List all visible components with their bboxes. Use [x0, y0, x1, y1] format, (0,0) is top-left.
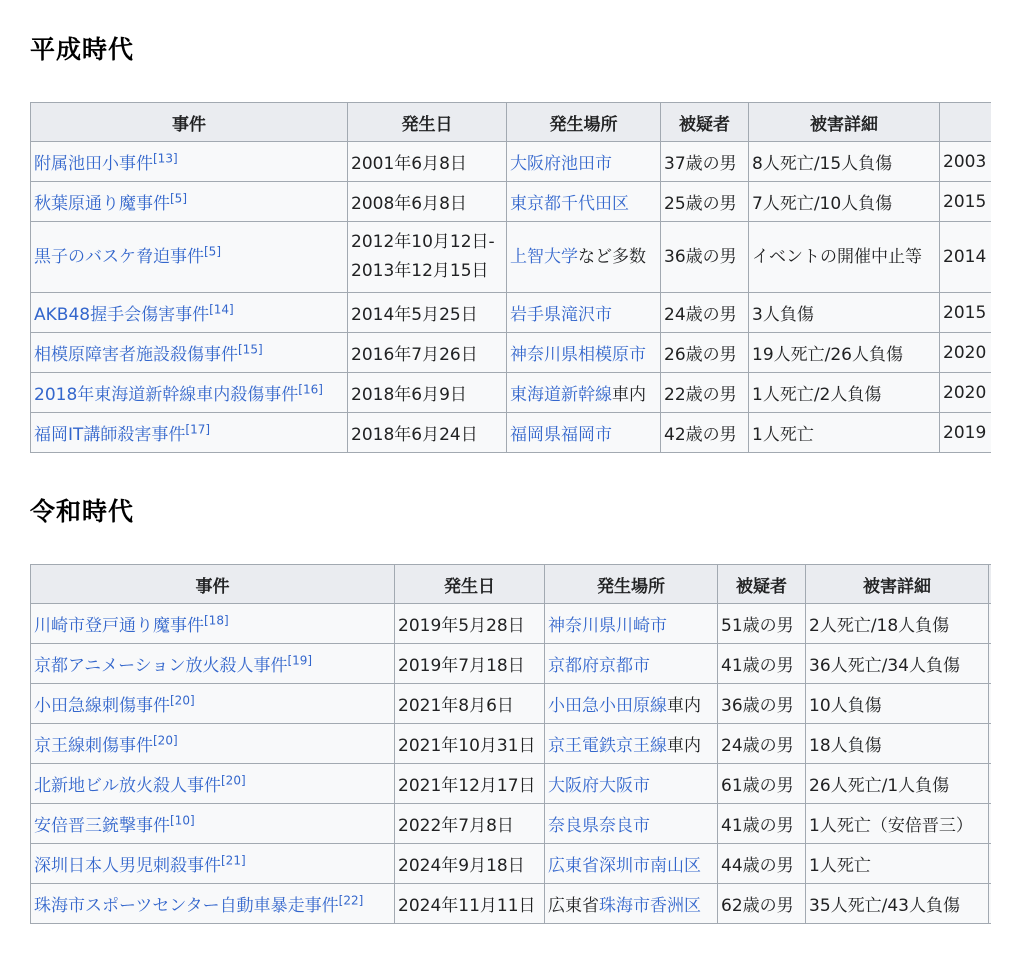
- table-row: [31, 724, 992, 764]
- reiwa-table: [30, 564, 991, 924]
- incident-cell: [31, 764, 395, 804]
- place-cell: [507, 333, 661, 373]
- suspect-cell: 24歳の男: [661, 293, 749, 333]
- incident-cell: [31, 222, 348, 293]
- place-cell: [507, 182, 661, 222]
- place-link[interactable]: 神奈川県相模原市: [510, 345, 646, 365]
- incident-link[interactable]: 2018年東海道新幹線車内殺傷事件: [34, 385, 299, 405]
- date-cell: 2016年7月26日: [348, 333, 507, 373]
- place-cell: [545, 644, 718, 684]
- date-cell: 2024年9月18日: [395, 844, 545, 884]
- date-cell: [348, 222, 507, 293]
- damage-cell: 35人死亡/43人負傷: [806, 884, 989, 924]
- damage-cell: イベントの開催中止等: [749, 222, 940, 293]
- incident-link[interactable]: 附属池田小事件: [34, 154, 153, 174]
- incident-cell: [31, 884, 395, 924]
- place-link[interactable]: 福岡県福岡市: [510, 425, 612, 445]
- table-row: [31, 142, 992, 182]
- reference-link[interactable]: [18]: [204, 613, 229, 628]
- table-row: [31, 604, 992, 644]
- place-link[interactable]: 大阪府池田市: [510, 154, 612, 174]
- place-cell: [545, 804, 718, 844]
- header-incident: 事件: [31, 565, 395, 604]
- date-cell: 2001年6月8日: [348, 142, 507, 182]
- suspect-cell: 26歳の男: [661, 333, 749, 373]
- incident-cell: [31, 724, 395, 764]
- place-link[interactable]: 小田急小田原線: [548, 696, 667, 716]
- incident-link[interactable]: 福岡IT講師殺害事件: [34, 425, 186, 445]
- incident-link[interactable]: 小田急線刺傷事件: [34, 696, 170, 716]
- place-link[interactable]: 神奈川県川崎市: [548, 616, 667, 636]
- heisei-header-row: [31, 103, 992, 142]
- place-link[interactable]: 上智大学: [510, 246, 578, 267]
- place-link[interactable]: 大阪府大阪市: [548, 776, 650, 796]
- reference-link[interactable]: [16]: [298, 382, 323, 397]
- table-row: [31, 293, 992, 333]
- section-heading-heisei: 平成時代: [30, 35, 135, 64]
- place-link[interactable]: 珠海市香洲区: [599, 896, 701, 916]
- table-row: [31, 373, 992, 413]
- table-row: [31, 644, 992, 684]
- reiwa-table-container: [30, 564, 991, 924]
- table-row: [31, 684, 992, 724]
- heisei-table-container: [30, 102, 991, 453]
- place-cell: [507, 142, 661, 182]
- date-cell: 2021年12月17日: [395, 764, 545, 804]
- damage-cell: 18人負傷: [806, 724, 989, 764]
- section-heading-reiwa: 令和時代: [30, 497, 135, 526]
- date-cell: 2021年10月31日: [395, 724, 545, 764]
- reference-link[interactable]: [14]: [209, 302, 234, 317]
- damage-cell: 19人死亡/26人負傷: [749, 333, 940, 373]
- place-suffix: 車内: [667, 696, 701, 716]
- suspect-cell: 51歳の男: [718, 604, 806, 644]
- place-cell: [507, 413, 661, 453]
- suspect-cell: 62歳の男: [718, 884, 806, 924]
- table-row: [31, 884, 992, 924]
- extra-cell: 2015: [940, 293, 992, 333]
- extra-cell: [989, 684, 992, 724]
- table-row: [31, 413, 992, 453]
- extra-cell: [989, 884, 992, 924]
- incident-link[interactable]: 京都アニメーション放火殺人事件: [34, 656, 288, 676]
- incident-cell: [31, 182, 348, 222]
- damage-cell: 3人負傷: [749, 293, 940, 333]
- extra-cell: 2019: [940, 413, 992, 453]
- suspect-cell: 41歳の男: [718, 644, 806, 684]
- incident-link[interactable]: 北新地ビル放火殺人事件: [34, 776, 221, 796]
- date-cell: 2019年5月28日: [395, 604, 545, 644]
- place-cell: [507, 293, 661, 333]
- suspect-cell: 41歳の男: [718, 804, 806, 844]
- reference-link[interactable]: [5]: [170, 191, 187, 206]
- extra-cell: 2020: [940, 373, 992, 413]
- reference-link[interactable]: [10]: [170, 813, 195, 828]
- header-date: 発生日: [395, 565, 545, 604]
- suspect-cell: 37歳の男: [661, 142, 749, 182]
- place-link[interactable]: 広東省深圳市南山区: [548, 856, 701, 876]
- date-cell: 2014年5月25日: [348, 293, 507, 333]
- suspect-cell: 42歳の男: [661, 413, 749, 453]
- date-cell: 2019年7月18日: [395, 644, 545, 684]
- damage-cell: 1人死亡: [806, 844, 989, 884]
- place-suffix: など多数: [578, 246, 646, 267]
- damage-cell: 26人死亡/1人負傷: [806, 764, 989, 804]
- incident-cell: [31, 333, 348, 373]
- incident-cell: [31, 684, 395, 724]
- table-row: [31, 844, 992, 884]
- incident-cell: [31, 413, 348, 453]
- incident-link[interactable]: 川崎市登戸通り魔事件: [34, 616, 204, 636]
- extra-cell: 2014: [940, 222, 992, 293]
- date-cell: 2022年7月8日: [395, 804, 545, 844]
- extra-cell: 2015: [940, 182, 992, 222]
- suspect-cell: 36歳の男: [718, 684, 806, 724]
- date-line-start: 2012年10月12日-: [351, 232, 495, 252]
- header-incident: 事件: [31, 103, 348, 142]
- extra-cell: 2020: [940, 333, 992, 373]
- suspect-cell: 61歳の男: [718, 764, 806, 804]
- suspect-cell: 25歳の男: [661, 182, 749, 222]
- place-cell: [545, 764, 718, 804]
- date-cell: 2008年6月8日: [348, 182, 507, 222]
- place-cell: [545, 604, 718, 644]
- place-cell: [507, 373, 661, 413]
- header-suspect: 被疑者: [661, 103, 749, 142]
- reference-link[interactable]: [20]: [221, 773, 246, 788]
- place-cell: [545, 884, 718, 924]
- reference-link[interactable]: [20]: [153, 733, 178, 748]
- suspect-cell: 24歳の男: [718, 724, 806, 764]
- table-row: [31, 333, 992, 373]
- place-cell: [545, 724, 718, 764]
- table-row: [31, 804, 992, 844]
- incident-cell: [31, 644, 395, 684]
- reiwa-header-row: [31, 565, 992, 604]
- incident-link[interactable]: 深圳日本人男児刺殺事件: [34, 856, 221, 876]
- extra-cell: [989, 764, 992, 804]
- place-link[interactable]: 東海道新幹線: [510, 385, 612, 405]
- damage-cell: 8人死亡/15人負傷: [749, 142, 940, 182]
- incident-cell: [31, 142, 348, 182]
- suspect-cell: 22歳の男: [661, 373, 749, 413]
- incident-cell: [31, 844, 395, 884]
- extra-cell: [989, 604, 992, 644]
- incident-cell: [31, 604, 395, 644]
- header-suspect: 被疑者: [718, 565, 806, 604]
- incident-link[interactable]: AKB48握手会傷害事件: [34, 305, 210, 325]
- header-damage: 被害詳細: [749, 103, 940, 142]
- place-cell: [545, 844, 718, 884]
- place-cell: [507, 222, 661, 293]
- incident-link[interactable]: 安倍晋三銃撃事件: [34, 816, 170, 836]
- incident-link[interactable]: 珠海市スポーツセンター自動車暴走事件: [34, 896, 339, 916]
- suspect-cell: 36歳の男: [661, 222, 749, 293]
- header-extra: [940, 103, 992, 142]
- incident-cell: [31, 804, 395, 844]
- incident-link[interactable]: 黒子のバスケ脅迫事件: [34, 246, 204, 267]
- place-link[interactable]: 東京都千代田区: [510, 194, 629, 214]
- place-prefix: 広東省: [548, 896, 599, 916]
- reference-link[interactable]: [22]: [338, 893, 364, 908]
- date-cell: 2021年8月6日: [395, 684, 545, 724]
- place-link[interactable]: 奈良県奈良市: [548, 816, 650, 836]
- header-extra: [989, 565, 992, 604]
- reference-link[interactable]: [20]: [170, 693, 195, 708]
- place-link[interactable]: 岩手県滝沢市: [510, 305, 612, 325]
- damage-cell: 2人死亡/18人負傷: [806, 604, 989, 644]
- place-suffix: 車内: [612, 385, 646, 405]
- heisei-table: [30, 102, 991, 453]
- date-cell: 2018年6月9日: [348, 373, 507, 413]
- damage-cell: 1人死亡: [749, 413, 940, 453]
- damage-cell: 1人死亡（安倍晋三）: [806, 804, 989, 844]
- place-link[interactable]: 京王電鉄京王線: [548, 736, 667, 756]
- reference-link[interactable]: [21]: [221, 853, 246, 868]
- table-row: [31, 764, 992, 804]
- extra-cell: 2003: [940, 142, 992, 182]
- extra-cell: [989, 724, 992, 764]
- table-row: [31, 182, 992, 222]
- damage-cell: 7人死亡/10人負傷: [749, 182, 940, 222]
- damage-cell: 1人死亡/2人負傷: [749, 373, 940, 413]
- incident-link[interactable]: 秋葉原通り魔事件: [34, 194, 170, 214]
- incident-link[interactable]: 相模原障害者施設殺傷事件: [34, 345, 238, 365]
- date-line-end: 2013年12月15日: [351, 261, 489, 281]
- header-place: 発生場所: [507, 103, 661, 142]
- incident-cell: [31, 373, 348, 413]
- place-cell: [545, 684, 718, 724]
- reference-link[interactable]: [13]: [153, 151, 178, 166]
- header-damage: 被害詳細: [806, 565, 989, 604]
- extra-cell: [989, 644, 992, 684]
- reference-link[interactable]: [17]: [185, 422, 211, 437]
- table-row: [31, 222, 992, 293]
- damage-cell: 36人死亡/34人負傷: [806, 644, 989, 684]
- incident-link[interactable]: 京王線刺傷事件: [34, 736, 153, 756]
- damage-cell: 10人負傷: [806, 684, 989, 724]
- place-suffix: 車内: [667, 736, 701, 756]
- extra-cell: [989, 804, 992, 844]
- suspect-cell: 44歳の男: [718, 844, 806, 884]
- header-date: 発生日: [348, 103, 507, 142]
- reference-link[interactable]: [5]: [204, 243, 221, 258]
- place-link[interactable]: 京都府京都市: [548, 656, 650, 676]
- date-cell: 2018年6月24日: [348, 413, 507, 453]
- reference-link[interactable]: [19]: [287, 653, 313, 668]
- extra-cell: [989, 844, 992, 884]
- header-place: 発生場所: [545, 565, 718, 604]
- reference-link[interactable]: [15]: [238, 342, 263, 357]
- date-cell: 2024年11月11日: [395, 884, 545, 924]
- incident-cell: [31, 293, 348, 333]
